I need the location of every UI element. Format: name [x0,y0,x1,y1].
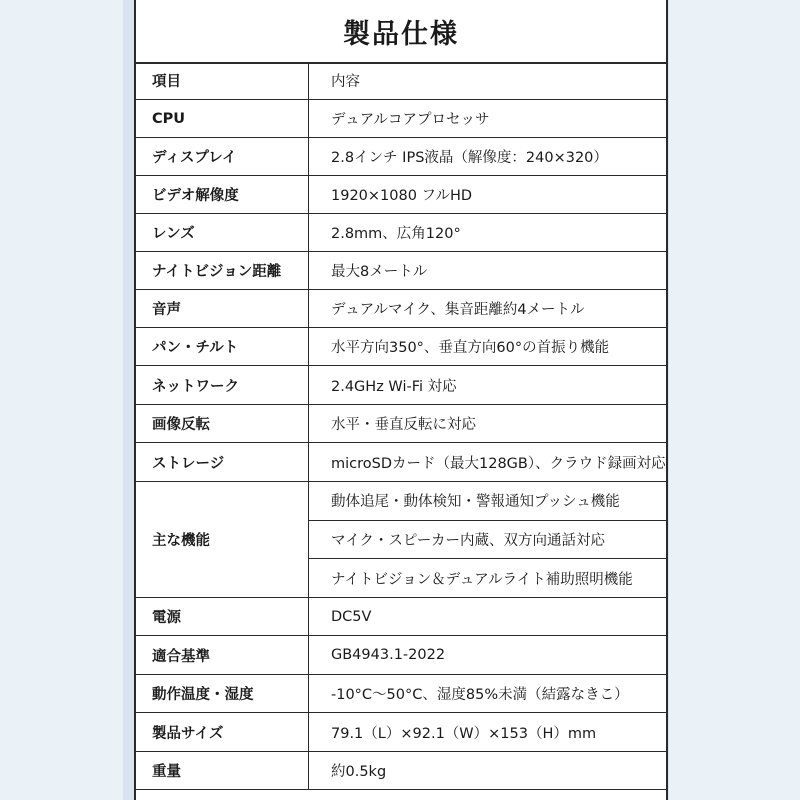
row-value: デュアルコアプロセッサ [331,112,490,128]
row-label: 項目 [136,62,309,99]
row-label: 主な機能 [136,482,309,597]
page-title: 製品仕様 [136,0,666,64]
table-row [136,752,666,790]
table-row [136,713,666,752]
row-value: 約0.5kg [331,764,387,780]
row-label: 適合基準 [136,636,309,674]
table-row [136,366,666,405]
table-row [136,290,666,328]
table-row [136,62,666,100]
row-value: 水平・垂直反転に対応 [331,417,476,433]
row-value: マイク・スピーカー内蔵、双方向通話対応 [309,520,666,559]
spec-table [134,0,668,800]
table-row [136,214,666,252]
row-label: レンズ [136,214,309,251]
row-value: ナイトビジョン＆デュアルライト補助照明機能 [309,558,666,597]
row-label: CPU [136,100,309,137]
row-label: ディスプレイ [136,138,309,175]
row-value: DC5V [331,608,372,625]
table-row [136,482,666,598]
row-value: 2.8mm、広角120° [331,226,461,242]
row-label: 重量 [136,752,309,789]
row-label: 製品サイズ [136,713,309,751]
row-value: 最大8メートル [331,264,428,280]
table-row [136,252,666,290]
row-value: 1920×1080 フルHD [331,188,473,204]
table-row [136,328,666,366]
table-row [136,636,666,675]
row-value: 79.1（L）×92.1（W）×153（H）mm [331,725,597,742]
table-row [136,598,666,636]
row-label: 電源 [136,598,309,635]
row-label: 画像反転 [136,405,309,442]
table-row [136,405,666,443]
table-row [136,176,666,214]
table-row [136,675,666,713]
row-label: 動作温度・湿度 [136,675,309,712]
table-row [136,443,666,482]
row-label: ナイトビジョン距離 [136,252,309,289]
row-label: ストレージ [136,443,309,481]
table-row [136,138,666,176]
table-row [136,100,666,138]
row-value: 内容 [331,74,360,90]
row-value: microSDカード（最大128GB）、クラウド録画対応 [331,455,666,472]
row-value: GB4943.1-2022 [331,647,446,663]
row-label: ビデオ解像度 [136,176,309,213]
row-value: 2.8インチ IPS液晶（解像度：240×320） [331,150,608,166]
row-value: -10°C〜50°C、湿度85%未満（結露なきこ） [331,687,629,703]
row-label: パン・チルト [136,328,309,365]
row-value: 動体追尾・動体検知・警報通知プッシュ機能 [331,494,620,511]
row-value: デュアルマイク、集音距離約4メートル [331,302,585,318]
row-label: 音声 [136,290,309,327]
row-value: 水平方向350°、垂直方向60°の首振り機能 [331,340,610,356]
row-label: ネットワーク [136,366,309,404]
row-value: 2.4GHz Wi-Fi 対応 [331,378,457,395]
